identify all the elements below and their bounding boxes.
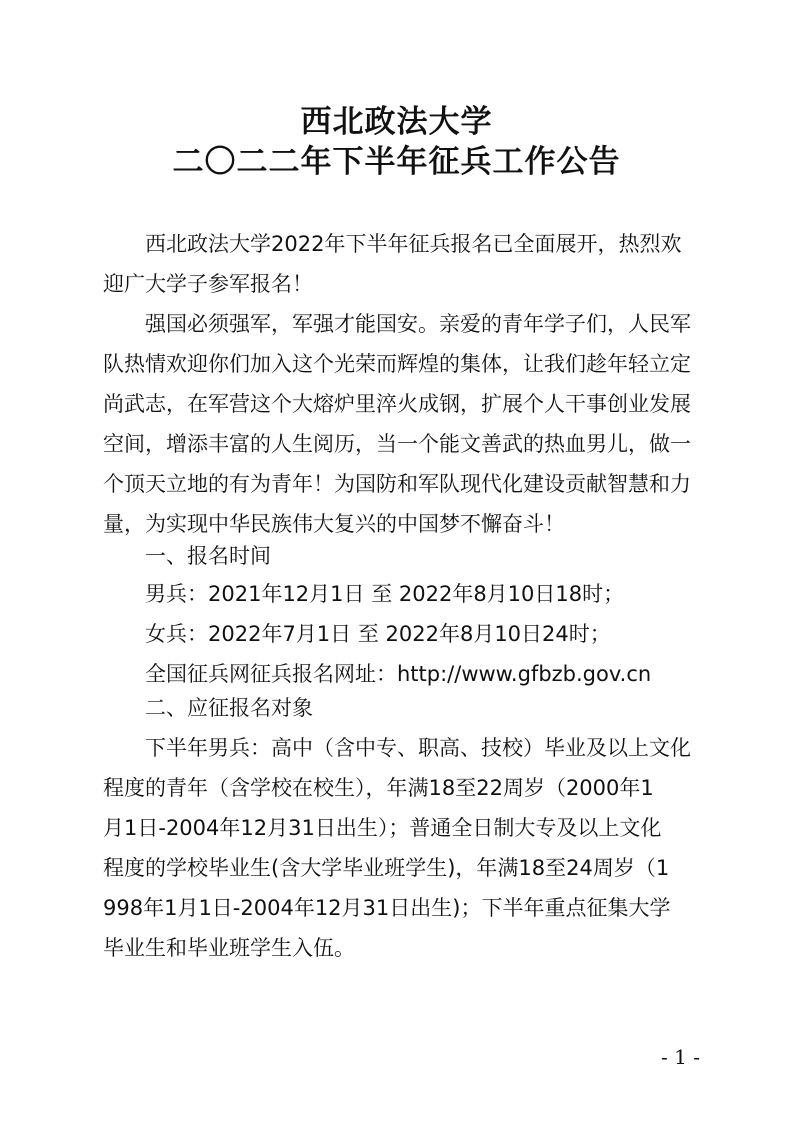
paragraph-line: 量，为实现中华民族伟大复兴的中国梦不懈奋斗！ (103, 512, 565, 536)
paragraph-line: 女兵：2022年7月1日 至 2022年8月10日24时； (145, 622, 611, 646)
paragraph-line: 尚武志，在军营这个大熔炉里淬火成钢，扩展个人干事创业发展 (103, 392, 691, 416)
paragraph-line: 空间，增添丰富的人生阅历，当一个能文善武的热血男儿，做一 (103, 432, 691, 456)
paragraph-line: 程度的青年（含学校在校生），年满18至22周岁（2000年1 (103, 776, 654, 800)
document-title: 西北政法大学 (300, 104, 493, 140)
page-number: - 1 - (661, 1045, 700, 1069)
document-subtitle: 二〇二二年下半年征兵工作公告 (172, 144, 621, 180)
paragraph-line: 迎广大学子参军报名！ (103, 272, 313, 296)
paragraph-line: 程度的学校毕业生(含大学毕业班学生)，年满18至24周岁（1 (103, 856, 670, 880)
paragraph-line: 998年1月1日-2004年12月31日出生)；下半年重点征集大学 (103, 896, 671, 920)
paragraph-line: 强国必须强军，军强才能国安。亲爱的青年学子们，人民军 (145, 312, 691, 336)
paragraph-line: 下半年男兵：高中（含中专、职高、技校）毕业及以上文化 (145, 736, 691, 760)
section-heading-registration-time: 一、报名时间 (145, 544, 271, 568)
paragraph-line: 男兵：2021年12月1日 至 2022年8月10日18时； (145, 582, 625, 606)
paragraph-line: 队热情欢迎你们加入这个光荣而辉煌的集体，让我们趁年轻立定 (103, 352, 691, 376)
paragraph-line: 月1日-2004年12月31日出生）；普通全日制大专及以上文化 (103, 816, 662, 840)
paragraph-line: 毕业生和毕业班学生入伍。 (103, 936, 355, 960)
section-heading-eligibility: 二、应征报名对象 (145, 696, 313, 720)
paragraph-line: 个顶天立地的有为青年！为国防和军队现代化建设贡献智慧和力 (103, 472, 691, 496)
registration-url-line: 全国征兵网征兵报名网址：http://www.gfbzb.gov.cn (145, 662, 652, 686)
paragraph-line: 西北政法大学2022年下半年征兵报名已全面展开，热烈欢 (145, 232, 682, 256)
